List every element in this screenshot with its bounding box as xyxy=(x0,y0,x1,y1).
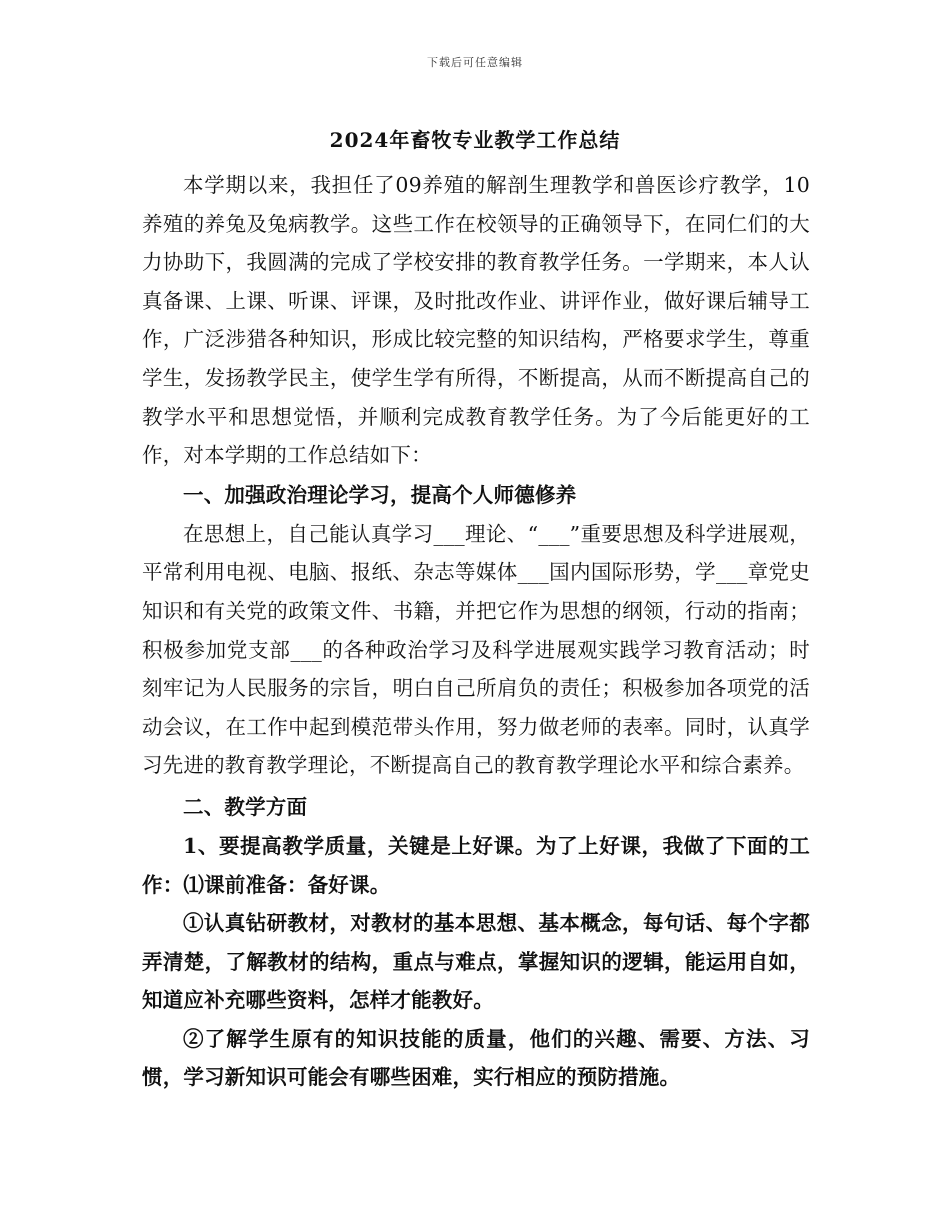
teaching-item-1-b: ②了解学生原有的知识技能的质量，他们的兴趣、需要、方法、习惯，学习新知识可能会有哪些困难，实行相应的预防措施。 xyxy=(142,1026,810,1090)
document-title: 2024年畜牧专业教学工作总结 xyxy=(329,128,621,152)
section-1-paragraph: 在思想上，自己能认真学习___理论、“___”重要思想及科学进展观，平常利用电视、电脑、报纸、杂志等媒体___国内国际形势，学___章党史知识和有关党的政策文件、书籍，并把它作为思想的纲领，行动的指南；积极参加党支部___的各种政治学习及科学进展观实践学习教育活动；时刻牢记为人民服务的宗旨，明白自己所肩负的责任；积极参加各项党的活动会议，在工作中起到模范带头作用，努力做老师的表率。同时，认真学习先进的教育教学理论，不断提高自己的教育教学理论水平和综合素养。 xyxy=(142,521,810,778)
section-heading-2: 二、教学方面 xyxy=(183,794,308,819)
section-heading-1: 一、加强政治理论学习，提高个人师德修养 xyxy=(183,482,577,507)
header-note: 下载后可任意编辑 xyxy=(427,56,523,69)
document-body xyxy=(142,166,810,1097)
teaching-item-1: 1、要提高教学质量，关键是上好课。为了上好课，我做了下面的工作：⑴课前准备：备好课。 xyxy=(142,833,810,897)
teaching-item-1-a: ①认真钻研教材，对教材的基本思想、基本概念，每句话、每个字都弄清楚，了解教材的结构，重点与难点，掌握知识的逻辑，能运用自如，知道应补充哪些资料，怎样才能教好。 xyxy=(142,911,810,1013)
intro-paragraph: 本学期以来，我担任了09养殖的解剖生理教学和兽医诊疗教学，10养殖的养兔及兔病教学。这些工作在校领导的正确领导下，在同仁们的大力协助下，我圆满的完成了学校安排的教育教学任务。一学期来，本人认真备课、上课、听课、评课，及时批改作业、讲评作业，做好课后辅导工作，广泛涉猎各种知识，形成比较完整的知识结构，严格要求学生，尊重学生，发扬教学民主，使学生学有所得，不断提高，从而不断提高自己的教学水平和思想觉悟，并顺利完成教育教学任务。为了今后能更好的工作，对本学期的工作总结如下： xyxy=(142,173,810,468)
